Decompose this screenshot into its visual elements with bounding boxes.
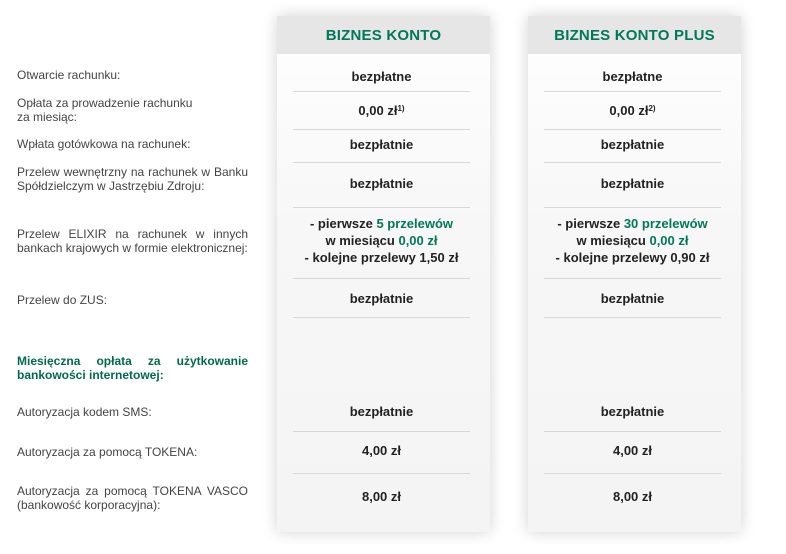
value-oplata: 0,00 zł $^{2)}$ bbox=[609, 102, 656, 118]
row-divider bbox=[293, 317, 470, 318]
label-przelew-elixir: Przelew ELIXIR na rachunek w innych bankach krajowych w formie elektronicznej: bbox=[17, 227, 248, 255]
label-oplata-line2: za miesiąc: bbox=[17, 110, 78, 124]
value-przelew-wewnetrzny: bezpłatnie bbox=[349, 175, 414, 191]
elixir-line-2 bbox=[576, 232, 688, 249]
value-autoryzacja-vasco: 8,00 zł bbox=[361, 488, 402, 504]
elixir-l1-text: - pierwsze bbox=[557, 215, 624, 231]
row-divider bbox=[293, 162, 470, 163]
plan-card-biznes-konto bbox=[277, 16, 490, 532]
row-divider bbox=[544, 278, 721, 279]
value-przelew-wewnetrzny: bezpłatnie bbox=[600, 175, 665, 191]
value-wplata: bezpłatnie bbox=[349, 137, 414, 152]
elixir-line-2 bbox=[325, 232, 437, 249]
label-przelew-wewnetrzny: Przelew wewnętrzny na rachunek w Banku Spółdzielczym w Jastrzębiu Zdroju: bbox=[17, 165, 248, 193]
value-oplata-amount: 0,00 zł bbox=[609, 102, 649, 118]
elixir-line-1 bbox=[557, 215, 707, 232]
elixir-l2-highlight: 0,00 zł bbox=[398, 232, 438, 248]
value-przelew-zus: bezpłatnie bbox=[349, 291, 414, 306]
elixir-line-3: - kolejne przelewy 1,50 zł bbox=[304, 249, 459, 265]
plan-title: BIZNES KONTO bbox=[277, 16, 490, 54]
elixir-l2-text: w miesiącu bbox=[325, 232, 399, 248]
row-divider bbox=[544, 317, 721, 318]
value-autoryzacja-token: 4,00 zł bbox=[612, 443, 653, 458]
elixir-l2-text: w miesiącu bbox=[576, 232, 650, 248]
row-divider bbox=[293, 473, 470, 474]
label-przelew-zus: Przelew do ZUS: bbox=[17, 293, 108, 307]
value-autoryzacja-vasco: 8,00 zł bbox=[612, 488, 653, 504]
row-divider bbox=[544, 473, 721, 474]
value-autoryzacja-sms: bezpłatnie bbox=[349, 404, 414, 419]
value-autoryzacja-sms: bezpłatnie bbox=[600, 404, 665, 419]
value-przelew-elixir bbox=[293, 211, 470, 269]
value-otwarcie: bezpłatne bbox=[602, 68, 663, 84]
plan-title: BIZNES KONTO PLUS bbox=[528, 16, 741, 54]
row-divider bbox=[293, 431, 470, 432]
value-przelew-zus: bezpłatnie bbox=[600, 291, 665, 306]
plan-card-biznes-konto-plus bbox=[528, 16, 741, 532]
row-divider bbox=[544, 91, 721, 92]
value-przelew-elixir bbox=[544, 211, 721, 269]
elixir-l1-highlight: 30 przelewów bbox=[623, 215, 708, 231]
elixir-l2-highlight: 0,00 zł bbox=[649, 232, 689, 248]
value-otwarcie: bezpłatne bbox=[351, 68, 412, 84]
elixir-line-3: - kolejne przelewy 0,90 zł bbox=[555, 249, 710, 265]
label-autoryzacja-sms: Autoryzacja kodem SMS: bbox=[17, 405, 152, 419]
label-autoryzacja-vasco: Autoryzacja za pomocą TOKENA VASCO (bankowość korporacyjna): bbox=[17, 484, 248, 512]
label-otwarcie: Otwarcie rachunku: bbox=[17, 68, 121, 82]
value-autoryzacja-token: 4,00 zł bbox=[361, 443, 402, 458]
label-autoryzacja-token: Autoryzacja za pomocą TOKENA: bbox=[17, 445, 198, 459]
row-divider bbox=[544, 129, 721, 130]
label-wplata: Wpłata gotówkowa na rachunek: bbox=[17, 137, 191, 151]
row-divider bbox=[293, 207, 470, 208]
value-oplata: 0,00 zł $^{1)}$ bbox=[358, 102, 405, 118]
row-divider bbox=[293, 129, 470, 130]
elixir-l1-text: - pierwsze bbox=[309, 215, 377, 231]
label-oplata bbox=[17, 96, 248, 124]
row-divider bbox=[293, 91, 470, 92]
row-divider bbox=[544, 207, 721, 208]
value-wplata: bezpłatnie bbox=[600, 137, 665, 152]
elixir-line-1 bbox=[310, 215, 453, 232]
value-oplata-amount: 0,00 zł bbox=[358, 102, 398, 118]
row-divider bbox=[544, 162, 721, 163]
row-divider bbox=[293, 278, 470, 279]
label-oplata-line1: Opłata za prowadzenie rachunku bbox=[17, 96, 193, 110]
row-divider bbox=[544, 431, 721, 432]
elixir-l1-highlight: 5 przelewów bbox=[376, 215, 454, 231]
label-bankowosc-section: Miesięczna opłata za użytkowanie bankowości internetowej: bbox=[17, 354, 248, 382]
